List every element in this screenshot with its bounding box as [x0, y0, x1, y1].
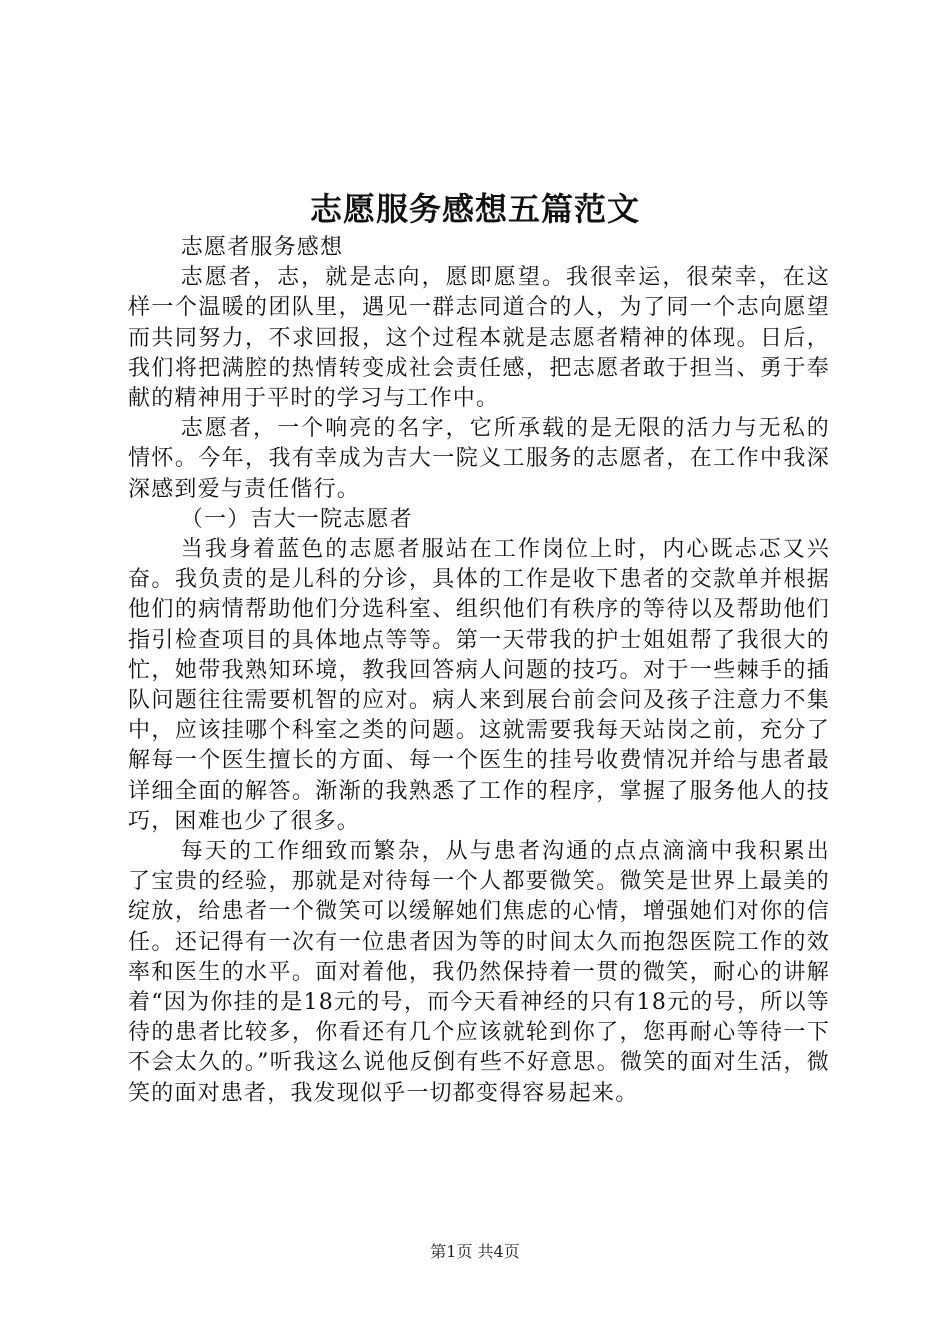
paragraph: 当我身着蓝色的志愿者服站在工作岗位上时，内心既忐忑又兴奋。我负责的是儿科的分诊，具体的工作是收下患者的交款单并根据他们的病情帮助他们分选科室、组织他们有秩序的等待以及帮助他们指引检查项目的具体地点等等。第一天带我的护士姐姐帮了我很大的忙，她带我熟知环境，教我回答病人问题的技巧。对于一些棘手的插队问题往往需要机智的应对。病人来到展台前会问及孩子注意力不集中，应该挂哪个科室之类的问题。这就需要我每天站岗之前，充分了解每一个医生擅长的方面、每一个医生的挂号收费情况并给与患者最详细全面的解答。渐渐的我熟悉了工作的程序，掌握了服务他人的技巧，困难也少了很多。 [128, 537, 830, 834]
paragraph: 志愿者，志，就是志向，愿即愿望。我很幸运，很荣幸，在这样一个温暖的团队里，遇见一群志同道合的人，为了同一个志向愿望而共同努力，不求回报，这个过程本就是志愿者精神的体现。日后，我们将把满腔的热情转变成社会责任感，把志愿者敢于担当、勇于奉献的精神用于平时的学习与工作中。 [128, 265, 830, 412]
document-title: 志愿服务感想五篇范文 [309, 190, 640, 228]
paragraph: 每天的工作细致而繁杂，从与患者沟通的点点滴滴中我积累出了宝贵的经验，那就是对待每一个人都要微笑。微笑是世界上最美的绽放，给患者一个微笑可以缓解她们焦虑的心情，增强她们对你的信任。还记得有一次有一位患者因为等的时间太久而抱怨医院工作的效率和医生的水平。面对着他，我仍然保持着一贯的微笑，耐心的讲解着“因为你挂的是18元的号，而今天看神经的只有18元的号，所以等待的患者比较多，你看还有几个应该就轮到你了，您再耐心等待一下不会太久的。”听我这么说他反倒有些不好意思。微笑的面对生活，微笑的面对患者，我发现似乎一切都变得容易起来。 [128, 839, 830, 1106]
paragraph: 志愿者，一个响亮的名字，它所承载的是无限的活力与无私的情怀。今年，我有幸成为吉大一院义工服务的志愿者，在工作中我深深感到爱与责任偕行。 [128, 416, 830, 502]
subheading: （一）吉大一院志愿者 [180, 506, 413, 532]
page-number: 第1页 共4页 [430, 1242, 520, 1261]
document-body [128, 233, 830, 1109]
section-title: 志愿者服务感想 [180, 235, 344, 260]
